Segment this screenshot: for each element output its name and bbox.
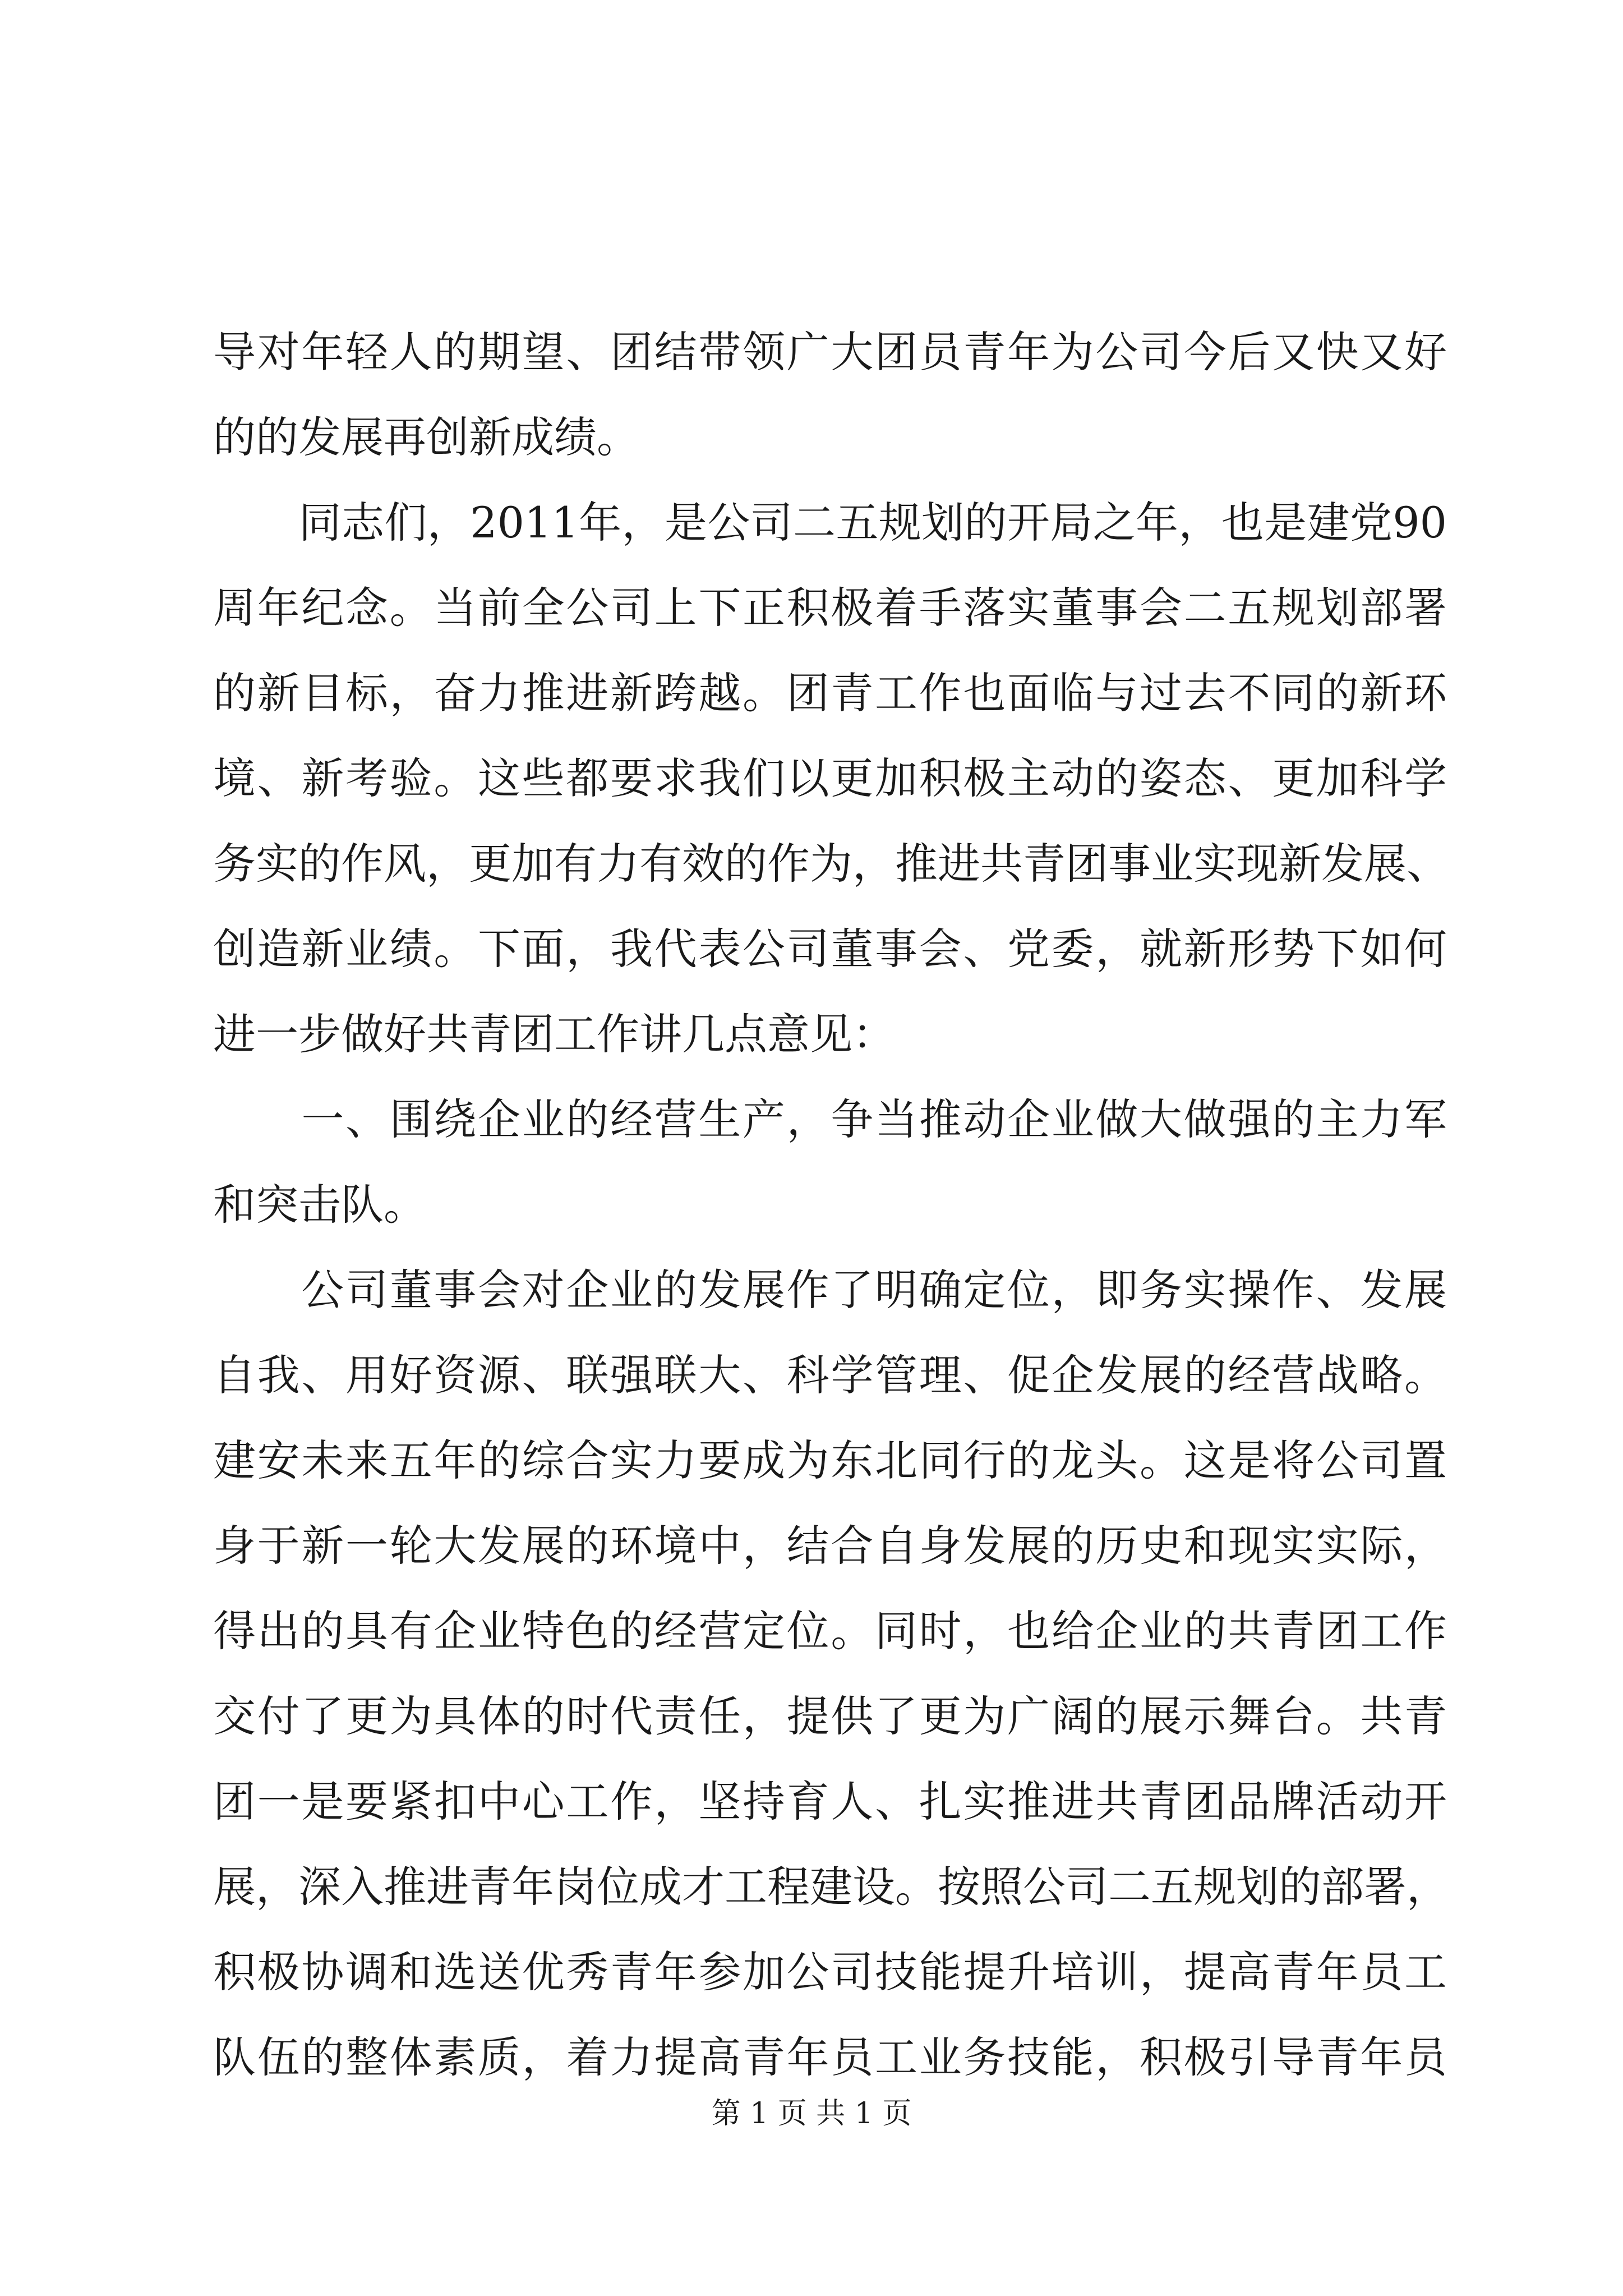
text-line: 积极协调和选送优秀青年参加公司技能提升培训，提高青年员工	[213, 1947, 1447, 1997]
text-line: 团一是要紧扣中心工作，坚持育人、扎实推进共青团品牌活动开	[213, 1777, 1447, 1826]
text-line: 队伍的整体素质，着力提高青年员工业务技能，积极引导青年员	[213, 2032, 1447, 2082]
text-line: 身于新一轮大发展的环境中，结合自身发展的历史和现实实际，	[213, 1521, 1447, 1571]
text-line: 得出的具有企业特色的经营定位。同时，也给企业的共青团工作	[213, 1606, 1447, 1656]
body-text	[213, 310, 1447, 2100]
page-footer: 第 1 页 共 1 页	[711, 2097, 912, 2131]
text-line: 建安未来五年的综合实力要成为东北同行的龙头。这是将公司置	[213, 1435, 1447, 1485]
text-line: 导对年轻人的期望、团结带领广大团员青年为公司今后又快又好	[213, 327, 1447, 377]
text-line: 公司董事会对企业的发展作了明确定位，即务实操作、发展	[213, 1265, 1447, 1315]
text-line: 的的发展再创新成绩。	[213, 412, 639, 462]
text-line: 和突击队。	[213, 1180, 426, 1230]
text-line: 展，深入推进青年岗位成才工程建设。按照公司二五规划的部署，	[213, 1862, 1449, 1912]
text-line: 创造新业绩。下面，我代表公司董事会、党委，就新形势下如何	[213, 924, 1447, 974]
text-line: 进一步做好共青团工作讲几点意见：	[213, 1009, 895, 1059]
text-line: 周年纪念。当前全公司上下正积极着手落实董事会二五规划部署	[213, 583, 1447, 633]
text-line: 同志们，2011年，是公司二五规划的开局之年，也是建党90	[213, 498, 1447, 547]
text-line: 一、围绕企业的经营生产，争当推动企业做大做强的主力军	[213, 1094, 1447, 1144]
text-line: 交付了更为具体的时代责任，提供了更为广阔的展示舞台。共青	[213, 1691, 1447, 1741]
text-line: 的新目标，奋力推进新跨越。团青工作也面临与过去不同的新环	[213, 668, 1447, 718]
text-line: 务实的作风，更加有力有效的作为，推进共青团事业实现新发展、	[213, 839, 1449, 889]
text-line: 境、新考验。这些都要求我们以更加积极主动的姿态、更加科学	[213, 753, 1447, 803]
text-line: 自我、用好资源、联强联大、科学管理、促企发展的经营战略。	[213, 1350, 1447, 1400]
